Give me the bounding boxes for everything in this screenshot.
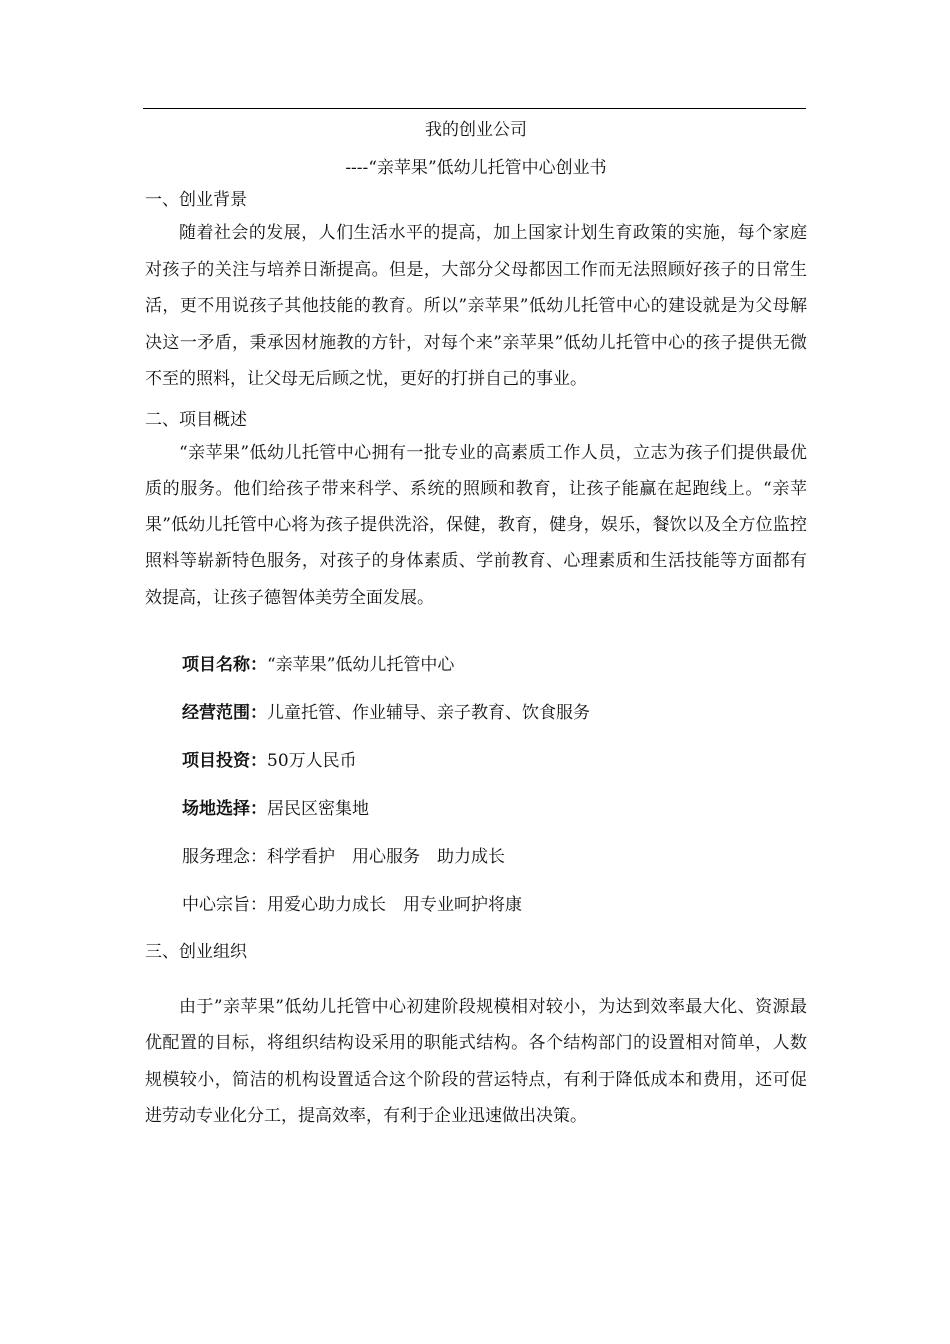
project-info-value: 儿童托管、作业辅导、亲子教育、饮食服务 bbox=[267, 702, 590, 723]
project-info-label: 服务理念： bbox=[182, 846, 267, 867]
project-info-label: 中心宗旨： bbox=[182, 894, 267, 915]
header-rule bbox=[143, 108, 806, 109]
project-info-item bbox=[145, 881, 807, 929]
project-info-list bbox=[145, 641, 807, 929]
section-heading-organization: 三、创业组织 bbox=[145, 941, 247, 962]
section-paragraph-background: 随着社会的发展，人们生活水平的提高，加上国家计划生育政策的实施，每个家庭对孩子的关注与培养日渐提高。但是，大部分父母都因工作而无法照顾好孩子的日常生活，更不用说孩子其他技能的教育。所以”亲苹果”低幼儿托管中心的建设就是为父母解决这一矛盾，秉承因材施教的方针，对每个来”亲苹果”低幼儿托管中心的孩子提供无微不至的照料，让父母无后顾之忧，更好的打拼自己的事业。 bbox=[145, 223, 807, 389]
section-heading-background: 一、创业背景 bbox=[145, 190, 247, 210]
project-info-item bbox=[145, 689, 807, 737]
project-info-value: 科学看护 用心服务 助力成长 bbox=[267, 846, 505, 867]
section-paragraph-organization: 由于”亲苹果”低幼儿托管中心初建阶段规模相对较小，为达到效率最大化、资源最优配置的目标，将组织结构设采用的职能式结构。各个结构部门的设置相对简单，人数规模较小，简洁的机构设置适合这个阶段的营运特点，有利于降低成本和费用，还可促进劳动专业化分工，提高效率，有利于企业迅速做出决策。 bbox=[145, 996, 807, 1126]
section-heading-overview: 二、项目概述 bbox=[145, 409, 247, 430]
project-info-label: 项目名称： bbox=[182, 654, 267, 675]
document-body bbox=[145, 117, 807, 1134]
project-info-item bbox=[145, 833, 807, 881]
section-paragraph-overview: “亲苹果”低幼儿托管中心拥有一批专业的高素质工作人员，立志为孩子们提供最优质的服务。他们给孩子带来科学、系统的照顾和教育，让孩子能赢在起跑线上。“亲苹果”低幼儿托管中心将为孩子提供洗浴，保健，教育，健身，娱乐，餐饮以及全方位监控照料等崭新特色服务，对孩子的身体素质、学前教育、心理素质和生活技能等方面都有效提高，让孩子德智体美劳全面发展。 bbox=[145, 442, 807, 608]
project-info-item bbox=[145, 737, 807, 785]
project-info-value: “亲苹果”低幼儿托管中心 bbox=[267, 654, 455, 675]
document-subtitle: ----“亲苹果”低幼儿托管中心创业书 bbox=[345, 158, 607, 178]
project-info-label: 场地选择： bbox=[182, 798, 267, 819]
project-info-value: 居民区密集地 bbox=[267, 798, 369, 819]
project-info-value: 50万人民币 bbox=[267, 750, 357, 771]
project-info-item bbox=[145, 785, 807, 833]
project-info-item bbox=[145, 641, 807, 689]
project-info-value: 用爱心助力成长 用专业呵护将康 bbox=[267, 894, 522, 915]
document-title: 我的创业公司 bbox=[425, 120, 527, 140]
project-info-label: 项目投资： bbox=[182, 750, 267, 771]
project-info-label: 经营范围： bbox=[182, 702, 267, 723]
